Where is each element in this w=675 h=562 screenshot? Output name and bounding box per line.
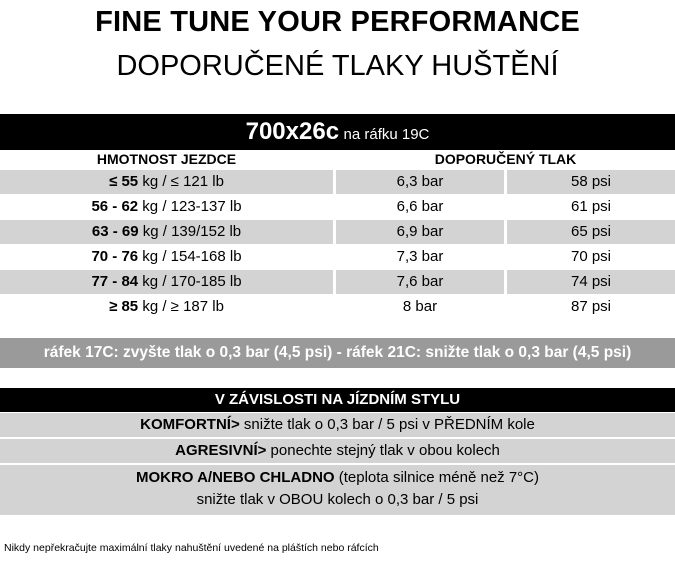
riding-style-heading: V ZÁVISLOSTI NA JÍZDNÍM STYLU	[0, 388, 675, 412]
psi-cell: 74 psi	[507, 270, 675, 294]
bar-cell: 6,3 bar	[336, 170, 504, 194]
psi-cell: 61 psi	[570, 198, 612, 215]
bar-cell: 7,3 bar	[396, 248, 444, 265]
weight-cell: 56 - 62 kg / 123-137 lb	[91, 198, 242, 215]
psi-cell: 58 psi	[507, 170, 675, 194]
table-row	[0, 295, 675, 320]
page-subtitle: DOPORUČENÉ TLAKY HUŠTĚNÍ	[116, 50, 559, 82]
weight-column-header: HMOTNOST JEZDCE	[96, 151, 237, 167]
wet-label: MOKRO A/NEBO CHLADNO	[135, 469, 335, 486]
aggressive-label: AGRESIVNÍ>	[175, 442, 267, 459]
wet-line2: snižte tlak v OBOU kolech o 0,3 bar / 5 psi	[196, 491, 479, 508]
psi-cell: 70 psi	[570, 248, 612, 265]
table-row	[0, 170, 675, 195]
table-row	[0, 195, 675, 220]
table-row	[0, 245, 675, 270]
wet-cold-style-row	[0, 465, 675, 515]
rim-adjustment-note: ráfek 17C: zvyšte tlak o 0,3 bar (4,5 psi) - ráfek 21C: snižte tlak o 0,3 bar (4,5 psi)	[0, 338, 675, 368]
comfort-text: snižte tlak o 0,3 bar / 5 psi v PŘEDNÍM kole	[239, 416, 535, 433]
weight-cell: ≤ 55 kg / ≤ 121 lb	[0, 170, 333, 194]
footnote: Nikdy nepřekračujte maximální tlaky nahuštění uvedené na pláštích nebo ráfcích	[4, 542, 379, 554]
weight-cell: ≥ 85 kg / ≥ 187 lb	[109, 298, 224, 315]
psi-cell: 87 psi	[570, 298, 612, 315]
aggressive-text: ponechte stejný tlak v obou kolech	[266, 442, 500, 459]
bar-cell: 7,6 bar	[336, 270, 504, 294]
weight-cell: 63 - 69 kg / 139/152 lb	[0, 220, 333, 244]
table-row	[0, 270, 675, 295]
table-row	[0, 220, 675, 245]
psi-cell: 65 psi	[507, 220, 675, 244]
bar-cell: 6,9 bar	[336, 220, 504, 244]
comfort-label: KOMFORTNÍ>	[140, 416, 240, 433]
page-title: FINE TUNE YOUR PERFORMANCE	[95, 6, 580, 38]
weight-cell: 70 - 76 kg / 154-168 lb	[91, 248, 242, 265]
aggressive-style-row	[0, 439, 675, 463]
weight-cell: 77 - 84 kg / 170-185 lb	[0, 270, 333, 294]
bar-cell: 8 bar	[402, 298, 438, 315]
wet-text: (teplota silnice méně než 7°C)	[334, 469, 540, 486]
rim-size: na ráfku 19C	[343, 126, 430, 143]
comfort-style-row	[0, 413, 675, 437]
tire-size-banner	[0, 114, 675, 150]
tire-size: 700x26c	[245, 118, 340, 145]
pressure-column-header: DOPORUČENÝ TLAK	[434, 151, 577, 167]
bar-cell: 6,6 bar	[396, 198, 444, 215]
